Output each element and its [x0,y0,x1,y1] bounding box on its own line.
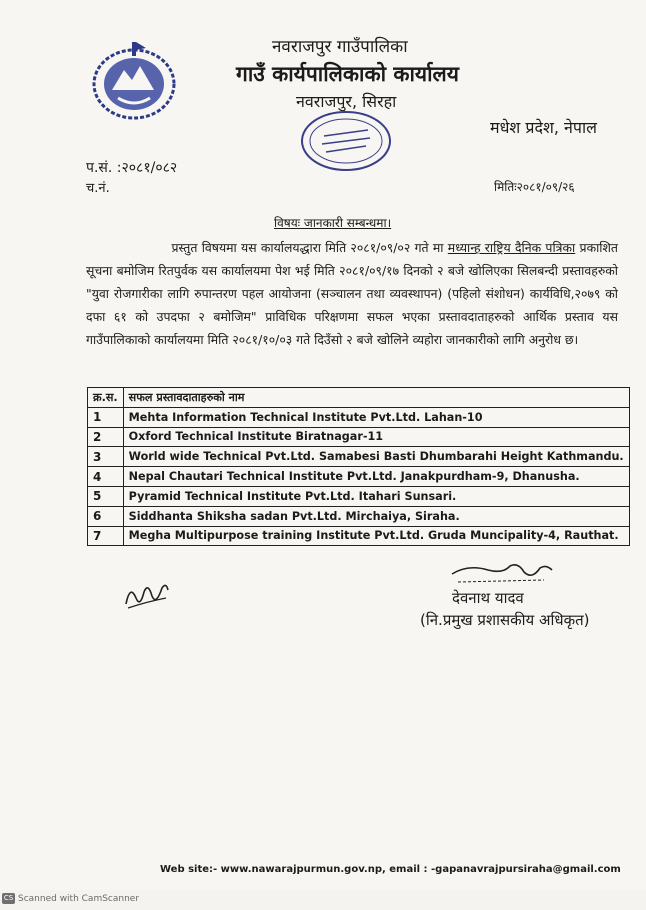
table-row [88,467,630,487]
row-serial: 3 [88,447,124,467]
row-bidder-name: Nepal Chautari Technical Institute Pvt.Ltd. Janakpurdham-9, Dhanusha. [123,467,629,487]
scanner-watermark [2,893,139,904]
row-bidder-name: Pyramid Technical Institute Pvt.Ltd. Itahari Sunsari. [123,486,629,506]
row-serial: 6 [88,506,124,526]
province-name: मधेश प्रदेश, नेपाल [490,118,597,137]
footer-contact: Web site:- www.nawarajpurmun.gov.np, email : -gapanavrajpursiraha@gmail.com [160,864,621,875]
table-header-row [88,388,630,408]
nepal-government-emblem-icon [88,38,180,122]
successful-bidders-table [87,387,630,546]
table-row [88,407,630,427]
handwritten-initial-icon [120,578,174,612]
signatory-designation: (नि.प्रमुख प्रशासकीय अधिकृत) [420,611,590,629]
row-serial: 2 [88,427,124,447]
dispatch-number: च.नं. [86,181,110,196]
row-bidder-name: Megha Multipurpose training Institute Pvt.Ltd. Gruda Muncipality-4, Rauthat. [123,526,629,546]
letter-reference-number: प.सं. :२०८१/०८२ [86,160,178,176]
officer-signature-icon [448,560,558,590]
newspaper-name: मध्यान्ह राष्ट्रिय दैनिक पत्रिका [447,240,576,255]
table-row [88,427,630,447]
row-serial: 7 [88,526,124,546]
camscanner-icon: CS [3,894,14,902]
office-address: नवराजपुर, सिरहा [296,92,397,111]
subject-line: विषयः जानकारी सम्बन्धमा। [274,216,392,230]
body-text-part2: प्रकाशित सूचना बमोजिम रितपुर्वक यस कार्यालयमा पेश भई मिति २०८१/०९/१७ दिनको २ बजे खोलिएका सिलबन्दी प्रस्तावहरुको "युवा रोजगारीका लागि रुपान्तरण पहल आयोजना (सञ्चालन तथा व्यवस्थापन) (पहिलो संशोधन) कार्यविधि,२०७९ को दफा ६१ को उपदफा २ बमोजिम" प्राविधिक परिक्षणमा सफल भएका प्रस्तावदाताहरुको आर्थिक प्रस्ताव यस गाउँपालिकाको कार्यालयमा मिति २०८१/१०/०३ गते दिउँसो २ बजे खोलिने व्यहोरा जानकारीको लागि अनुरोध छ। [86,240,618,347]
letter-date: मितिः२०८१/०९/२६ [494,180,575,194]
header-bidder-name: सफल प्रस्तावदाताहरुको नाम [123,388,629,408]
table-row [88,526,630,546]
table-row [88,486,630,506]
row-bidder-name: Siddhanta Shiksha sadan Pvt.Ltd. Mirchaiya, Siraha. [123,506,629,526]
row-serial: 4 [88,467,124,487]
row-serial: 1 [88,407,124,427]
row-bidder-name: Mehta Information Technical Institute Pvt.Ltd. Lahan-10 [123,407,629,427]
signatory-name: देवनाथ यादव [452,589,524,607]
table-row [88,447,630,467]
scanner-text: Scanned with CamScanner [18,893,140,904]
office-stamp-icon [298,108,394,174]
row-serial: 5 [88,486,124,506]
body-text-part1: प्रस्तुत विषयमा यस कार्यालयद्धारा मिति २०८१/०९/०२ गते मा [171,240,448,255]
row-bidder-name: World wide Technical Pvt.Ltd. Samabesi Basti Dhumbarahi Height Kathmandu. [123,447,629,467]
municipality-name: नवराजपुर गाउँपालिका [272,37,408,57]
office-name: गाउँ कार्यपालिकाको कार्यालय [236,62,459,86]
letter-body [86,236,618,351]
table-row [88,506,630,526]
row-bidder-name: Oxford Technical Institute Biratnagar-11 [123,427,629,447]
header-serial: क्र.स. [88,388,124,408]
